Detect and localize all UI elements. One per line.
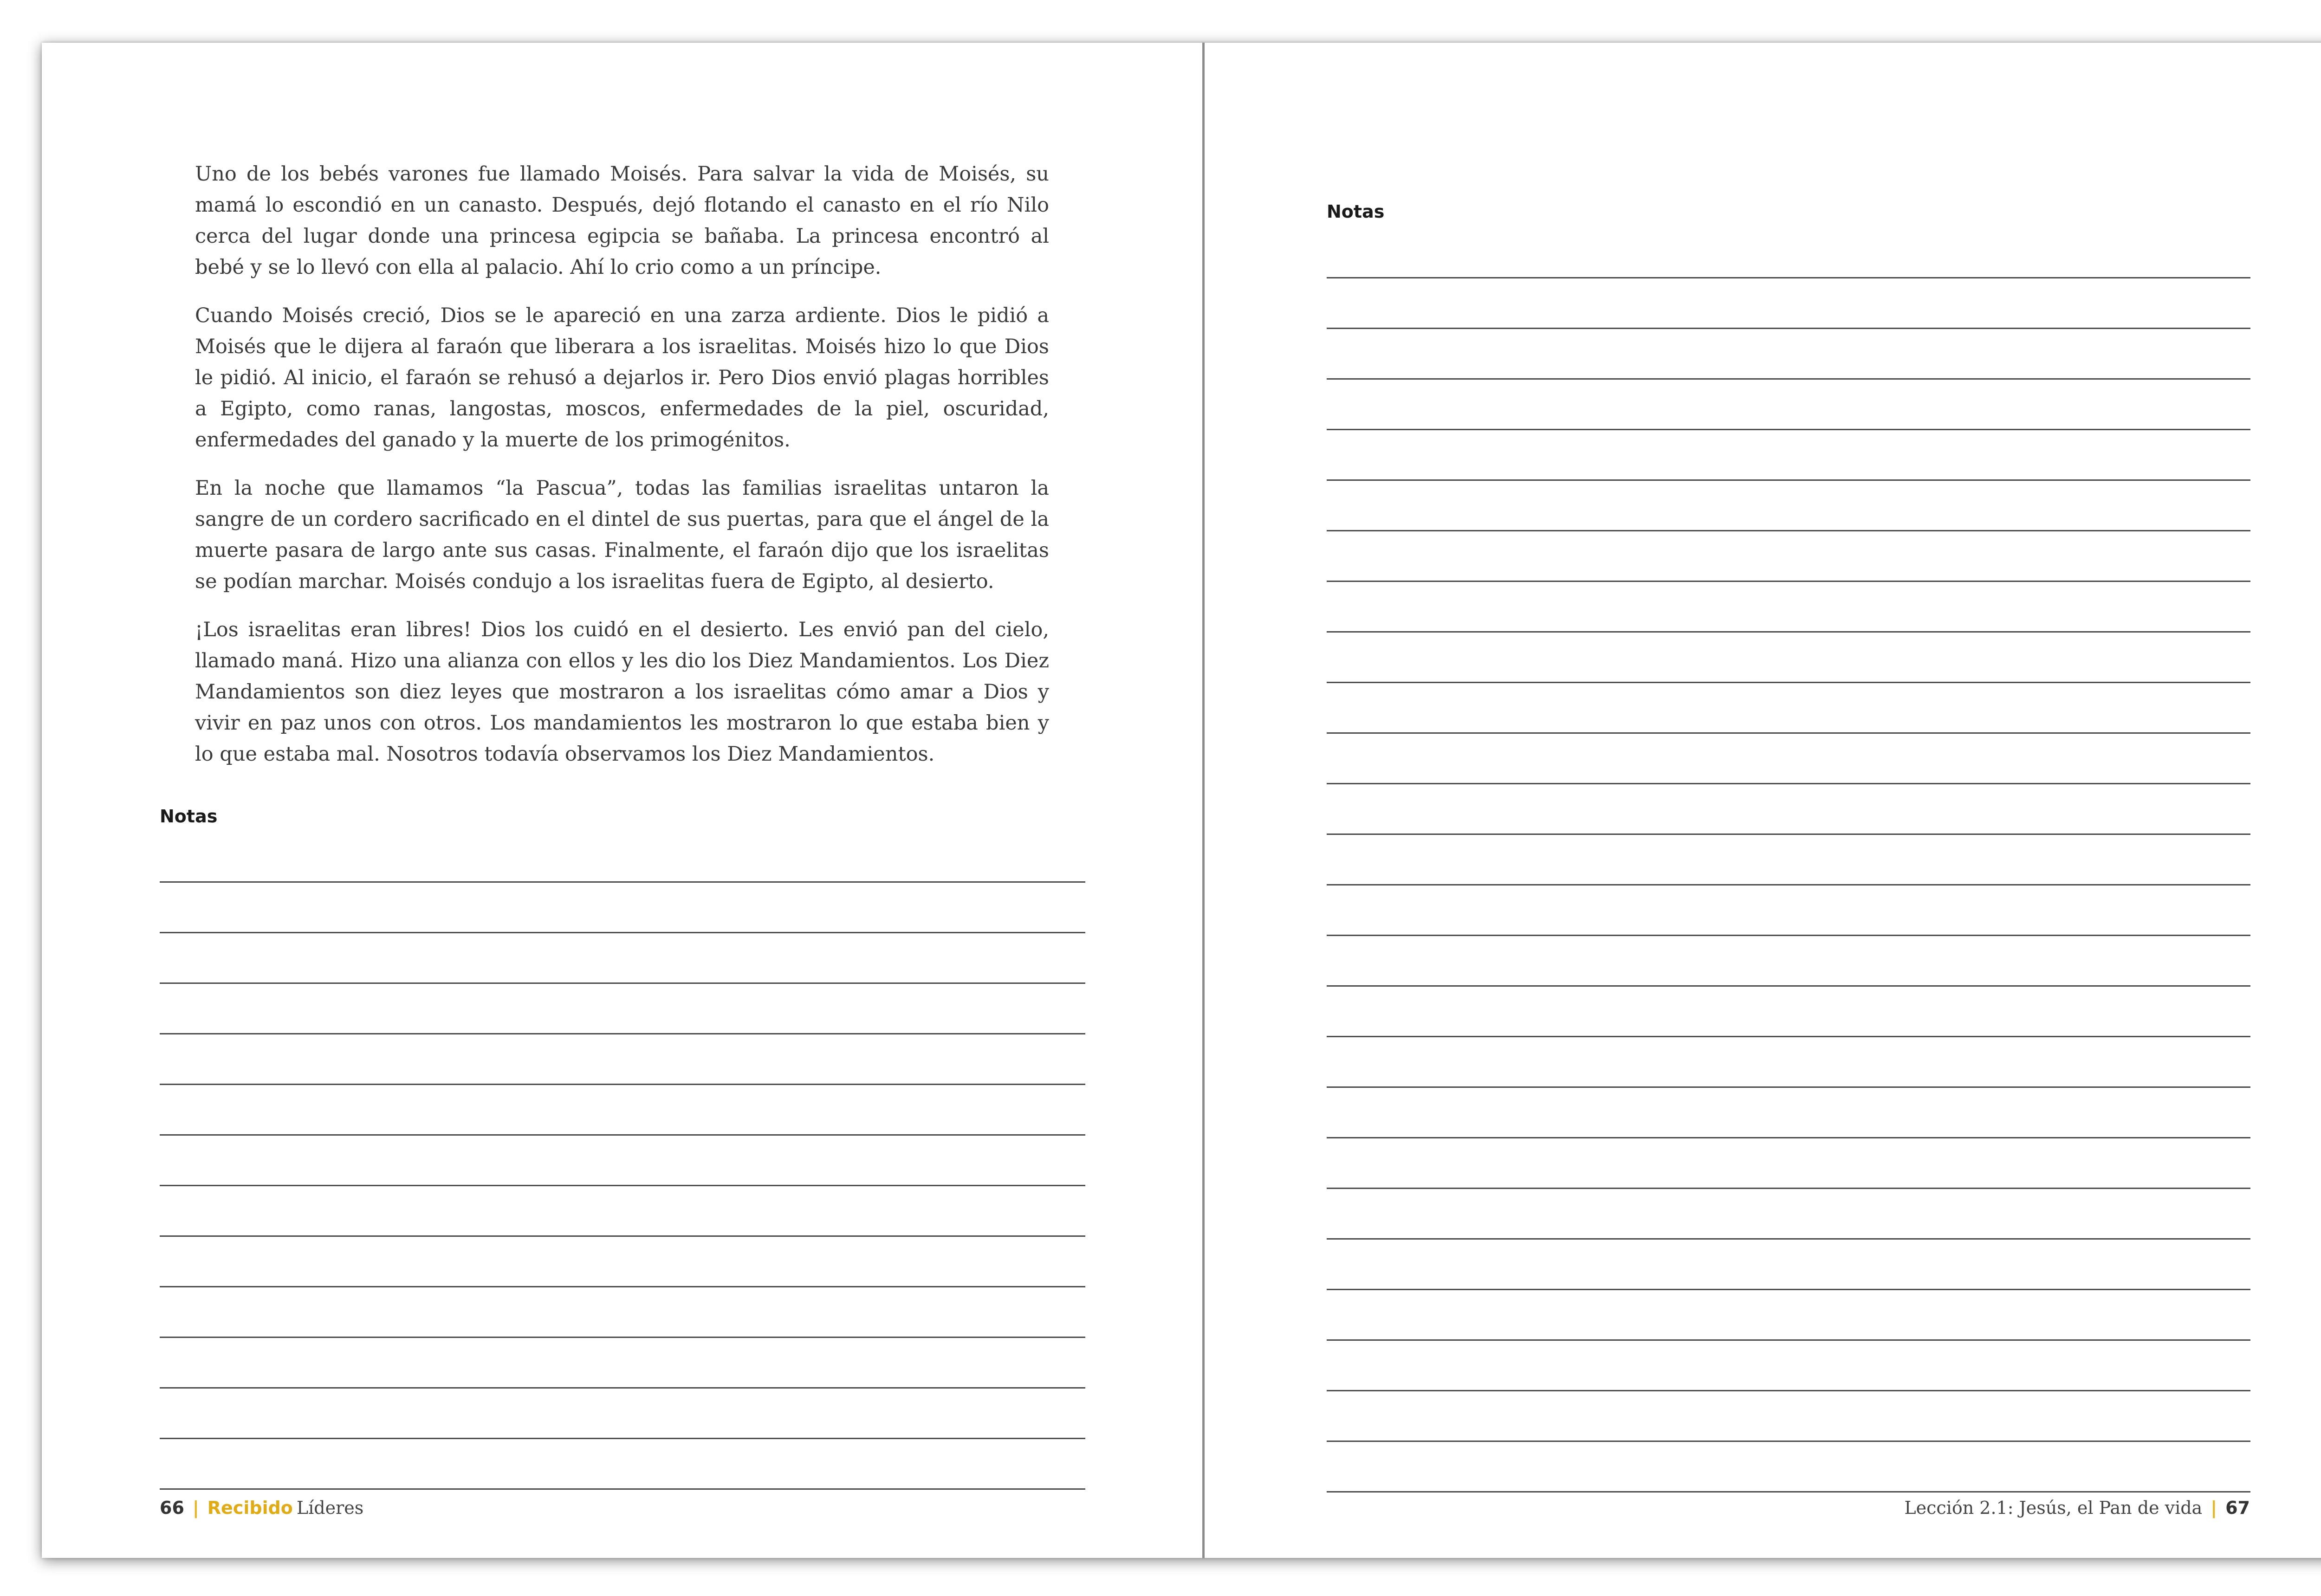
note-line[interactable] <box>1327 1341 2250 1391</box>
paragraph-4: ¡Los israelitas eran libres! Dios los cuidó en el desierto. Les envió pan del cielo, llamado maná. Hizo una alianza con ellos y les dio los Diez Mandamientos. Los Diez Mandamientos son diez leyes que mostraron a los israelitas cómo amar a Dios y vivir en paz unos con otros. Los mandamientos les mostraron lo que estaba bien y lo que estaba mal. Nosotros todavía observamos los Diez Mandamientos. <box>195 618 1049 766</box>
note-line[interactable] <box>1327 936 2250 987</box>
note-line[interactable] <box>160 1237 1085 1287</box>
note-line[interactable] <box>1327 1088 2250 1138</box>
note-line[interactable] <box>1327 228 2250 278</box>
note-line[interactable] <box>1327 278 2250 329</box>
paragraph-3: En la noche que llamamos “la Pascua”, todas las familias israelitas untaron la sangre de un cordero sacrificado en el dintel de sus puertas, para que el ángel de la muerte pasara de largo ante sus casas. Finalmente, el faraón dijo que los israelitas se podían marchar. Moisés condujo a los israelitas fuera de Egipto, al desierto. <box>195 477 1049 593</box>
note-line[interactable] <box>1327 633 2250 683</box>
note-line[interactable] <box>1327 1240 2250 1290</box>
note-line[interactable] <box>1327 531 2250 582</box>
footer-right <box>1904 1498 2250 1518</box>
story-text <box>195 159 1049 787</box>
note-line[interactable] <box>160 1186 1085 1237</box>
note-line[interactable] <box>1327 582 2250 633</box>
notes-heading-left: Notas <box>160 806 218 827</box>
page-number-right: 67 <box>2225 1498 2250 1518</box>
series-name: Líderes <box>296 1498 364 1518</box>
page-number-left: 66 <box>160 1498 184 1518</box>
note-line[interactable] <box>1327 885 2250 936</box>
note-line[interactable] <box>1327 1037 2250 1088</box>
paragraph-2: Cuando Moisés creció, Dios se le apareció en una zarza ardiente. Dios le pidió a Moisés que le dijera al faraón que liberara a los israelitas. Moisés hizo lo que Dios le pidió. Al inicio, el faraón se rehusó a dejarlos ir. Pero Dios envió plagas horribles a Egipto, como ranas, langostas, moscos, enfermedades de la piel, oscuridad, enfermedades del ganado y la muerte de los primogénitos. <box>195 304 1049 452</box>
note-line[interactable] <box>1327 481 2250 531</box>
note-line[interactable] <box>1327 683 2250 734</box>
note-line[interactable] <box>160 1034 1085 1085</box>
footer-separator: | <box>2211 1498 2217 1518</box>
note-line[interactable] <box>160 1287 1085 1338</box>
note-line[interactable] <box>1327 987 2250 1037</box>
note-line[interactable] <box>160 1085 1085 1136</box>
note-line[interactable] <box>160 1439 1085 1490</box>
note-line[interactable] <box>1327 329 2250 380</box>
book-spread <box>42 43 2321 1558</box>
notes-lines-left[interactable] <box>160 832 1085 1490</box>
note-line[interactable] <box>160 1136 1085 1186</box>
note-line[interactable] <box>160 933 1085 984</box>
brand-name: Recibido <box>207 1498 293 1518</box>
notes-lines-right[interactable] <box>1327 228 2250 1493</box>
note-line[interactable] <box>1327 835 2250 885</box>
note-line[interactable] <box>160 883 1085 933</box>
note-line[interactable] <box>1327 430 2250 481</box>
note-line[interactable] <box>160 984 1085 1034</box>
note-line[interactable] <box>1327 1391 2250 1442</box>
paragraph-1: Uno de los bebés varones fue llamado Moisés. Para salvar la vida de Moisés, su mamá lo escondió en un canasto. Después, dejó flotando el canasto en el río Nilo cerca del lugar donde una princesa egipcia se bañaba. La princesa encontró al bebé y se lo llevó con ella al palacio. Ahí lo crio como a un príncipe. <box>195 162 1049 279</box>
right-page <box>1205 43 2321 1558</box>
note-line[interactable] <box>1327 1290 2250 1341</box>
note-line[interactable] <box>1327 784 2250 835</box>
note-line[interactable] <box>1327 1442 2250 1493</box>
note-line[interactable] <box>1327 1138 2250 1189</box>
note-line[interactable] <box>1327 1189 2250 1240</box>
notes-heading-right: Notas <box>1327 201 1385 222</box>
footer-separator: | <box>192 1498 199 1518</box>
note-line[interactable] <box>160 832 1085 883</box>
note-line[interactable] <box>160 1338 1085 1389</box>
footer-left <box>160 1498 363 1518</box>
note-line[interactable] <box>1327 380 2250 430</box>
note-line[interactable] <box>1327 734 2250 784</box>
left-page <box>42 43 1202 1558</box>
lesson-title: Lección 2.1: Jesús, el Pan de vida <box>1904 1498 2203 1518</box>
note-line[interactable] <box>160 1389 1085 1439</box>
